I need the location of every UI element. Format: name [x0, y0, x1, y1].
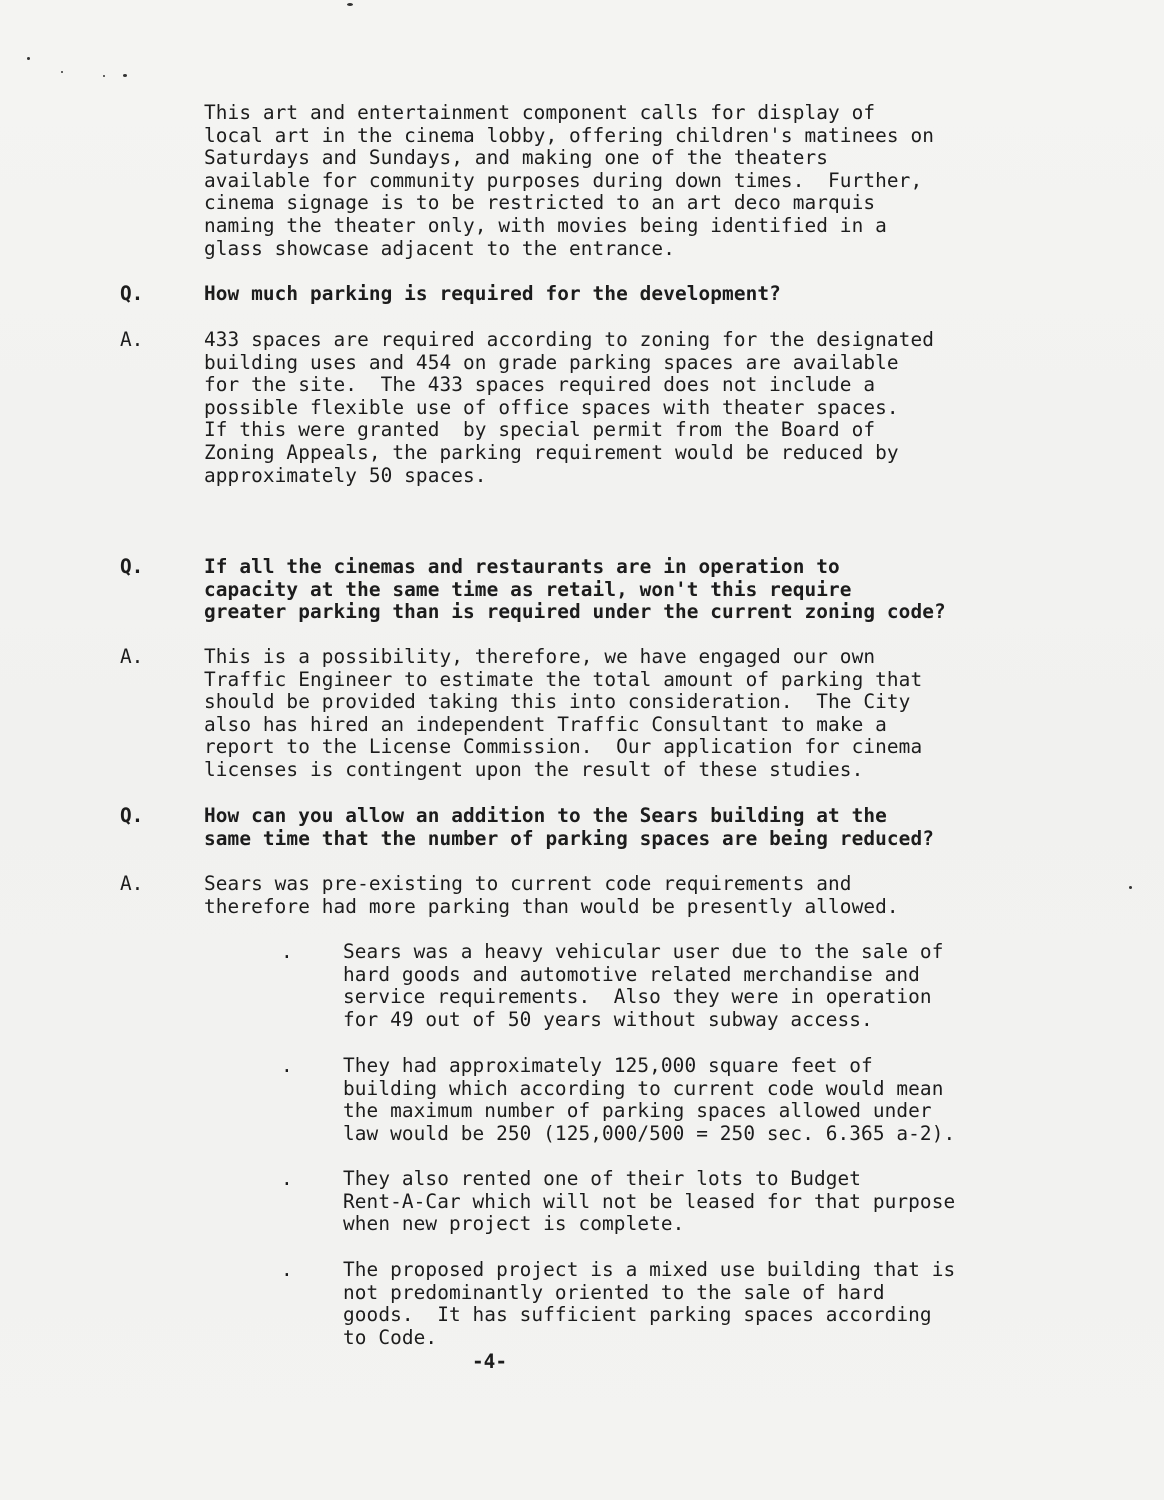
- bullet-item: [343, 1259, 955, 1349]
- text-line: They had approximately 125,000 square feet of: [343, 1054, 873, 1077]
- scan-speck: [27, 57, 30, 60]
- text-line: If this were granted by special permit from the Board of: [204, 418, 876, 442]
- scan-speck: [1129, 886, 1132, 889]
- page-number: -4-: [472, 1350, 508, 1373]
- text-line: How much parking is required for the development?: [204, 282, 781, 305]
- text-line: report to the License Commission. Our application for cinema: [204, 735, 923, 759]
- text-line: This art and entertainment component calls for display of: [204, 101, 876, 124]
- bullet-item: [343, 1055, 955, 1145]
- text-line: local art in the cinema lobby, offering children's matinees on: [204, 123, 934, 147]
- text-line: law would be 250 (125,000/500 = 250 sec. 6.365 a-2).: [343, 1121, 956, 1145]
- question-1: [204, 283, 781, 306]
- text-line: same time that the number of parking spaces are being reduced?: [204, 826, 934, 850]
- text-line: Rent-A-Car which will not be leased for that purpose: [343, 1189, 956, 1213]
- question-2: [204, 556, 946, 624]
- bullet-item: [343, 941, 943, 1031]
- text-line: should be provided taking this into consideration. The City: [204, 690, 911, 714]
- intro-paragraph: [204, 102, 934, 260]
- text-line: available for community purposes during down times. Further,: [204, 168, 923, 192]
- text-line: How can you allow an addition to the Sears building at the: [204, 804, 887, 827]
- question-label: Q.: [120, 555, 144, 578]
- text-line: therefore had more parking than would be presently allowed.: [204, 894, 899, 918]
- text-line: glass showcase adjacent to the entrance.: [204, 236, 675, 260]
- scan-speck: [123, 74, 127, 77]
- text-line: also has hired an independent Traffic Consultant to make a: [204, 712, 887, 736]
- answer-label: A.: [120, 872, 144, 895]
- answer-label: A.: [120, 328, 144, 351]
- text-line: Saturdays and Sundays, and making one of the theaters: [204, 146, 829, 170]
- text-line: building which according to current code would mean: [343, 1076, 944, 1100]
- text-line: If all the cinemas and restaurants are in operation to: [204, 555, 840, 578]
- scan-speck: [347, 3, 353, 6]
- text-line: greater parking than is required under the current zoning code?: [204, 600, 946, 624]
- text-line: This is a possibility, therefore, we have engaged our own: [204, 645, 876, 668]
- answer-1: [204, 329, 934, 487]
- text-line: the maximum number of parking spaces allowed under: [343, 1099, 932, 1123]
- bullet-item: [343, 1168, 955, 1236]
- scan-speck: [61, 71, 63, 73]
- text-line: Sears was a heavy vehicular user due to the sale of: [343, 940, 944, 963]
- text-line: naming the theater only, with movies being identified in a: [204, 213, 887, 237]
- text-line: when new project is complete.: [343, 1212, 685, 1236]
- text-line: The proposed project is a mixed use building that is: [343, 1258, 956, 1281]
- text-line: service requirements. Also they were in operation: [343, 985, 932, 1009]
- bullet-marker: .: [281, 940, 293, 963]
- text-line: to Code.: [343, 1325, 438, 1349]
- question-label: Q.: [120, 804, 144, 827]
- scan-speck: [103, 75, 105, 77]
- answer-3: [204, 873, 899, 918]
- text-line: hard goods and automotive related merchandise and: [343, 962, 920, 986]
- bullet-marker: .: [281, 1054, 293, 1077]
- bullet-marker: .: [281, 1167, 293, 1190]
- text-line: They also rented one of their lots to Budget: [343, 1167, 862, 1190]
- text-line: not predominantly oriented to the sale of hard: [343, 1280, 885, 1304]
- text-line: approximately 50 spaces.: [204, 463, 487, 487]
- text-line: for the site. The 433 spaces required does not include a: [204, 373, 876, 397]
- text-line: for 49 out of 50 years without subway access.: [343, 1007, 873, 1031]
- text-line: licenses is contingent upon the result of these studies.: [204, 757, 864, 781]
- text-line: Zoning Appeals, the parking requirement would be reduced by: [204, 440, 899, 464]
- text-line: Sears was pre-existing to current code requirements and: [204, 872, 852, 895]
- answer-2: [204, 646, 922, 782]
- text-line: cinema signage is to be restricted to an art deco marquis: [204, 191, 876, 215]
- bullet-marker: .: [281, 1258, 293, 1281]
- text-line: building uses and 454 on grade parking spaces are available: [204, 350, 899, 374]
- text-line: goods. It has sufficient parking spaces according: [343, 1303, 932, 1327]
- text-line: possible flexible use of office spaces with theater spaces.: [204, 395, 899, 419]
- text-line: capacity at the same time as retail, won't this require: [204, 577, 852, 601]
- answer-label: A.: [120, 645, 144, 668]
- question-label: Q.: [120, 282, 144, 305]
- text-line: Traffic Engineer to estimate the total amount of parking that: [204, 667, 923, 691]
- question-3: [204, 805, 934, 850]
- text-line: 433 spaces are required according to zoning for the designated: [204, 328, 934, 351]
